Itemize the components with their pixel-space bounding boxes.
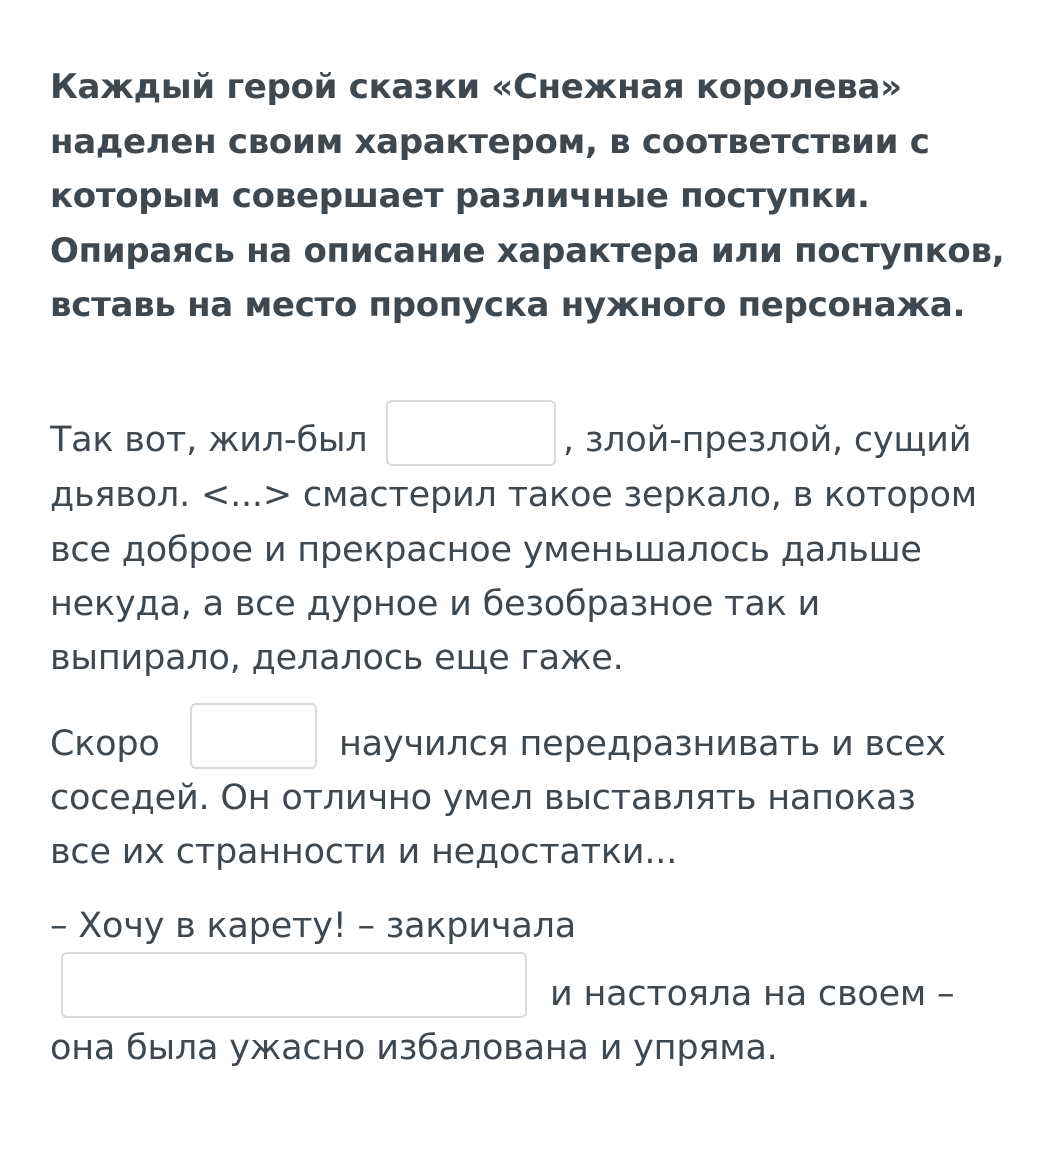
passage-1-line-3: все доброе и прекрасное уменьшалось дальше (50, 530, 922, 570)
passage-2-text-before-blank: Скоро (50, 724, 160, 764)
passage-2-line-3: все их странности и недостатки... (50, 832, 678, 872)
passage-2-text-after-blank: научился передразнивать и всех (339, 724, 946, 764)
passage-1-text-before-blank: Так вот, жил-был (50, 420, 368, 460)
passage-3-line-3: она была ужасно избалована и упряма. (50, 1028, 778, 1068)
passage-1-text-after-blank: , злой-презлой, сущий (563, 420, 972, 460)
passage-3-text-after-blank: и настояла на своем – (550, 974, 955, 1014)
passage-1-line-5: выпирало, делалось еще гаже. (50, 638, 624, 678)
blank-3-input[interactable] (61, 952, 527, 1018)
task-instruction: Каждый герой сказки «Снежная королева» наделен своим характером, в соответствии с которым совершает различные поступки. Опираясь на описание характера или поступков, вставь на место пропуска нужного персонажа. (50, 67, 1005, 325)
blank-1-input[interactable] (386, 400, 556, 466)
blank-2-input[interactable] (190, 703, 317, 769)
passage-3-line-1: – Хочу в карету! – закричала (50, 906, 577, 946)
passage-1-line-2: дьявол. <...> смастерил такое зеркало, в котором (50, 475, 977, 515)
passage-2-line-2: соседей. Он отлично умел выставлять напоказ (50, 778, 916, 818)
passage-1-line-4: некуда, а все дурное и безобразное так и (50, 584, 821, 624)
